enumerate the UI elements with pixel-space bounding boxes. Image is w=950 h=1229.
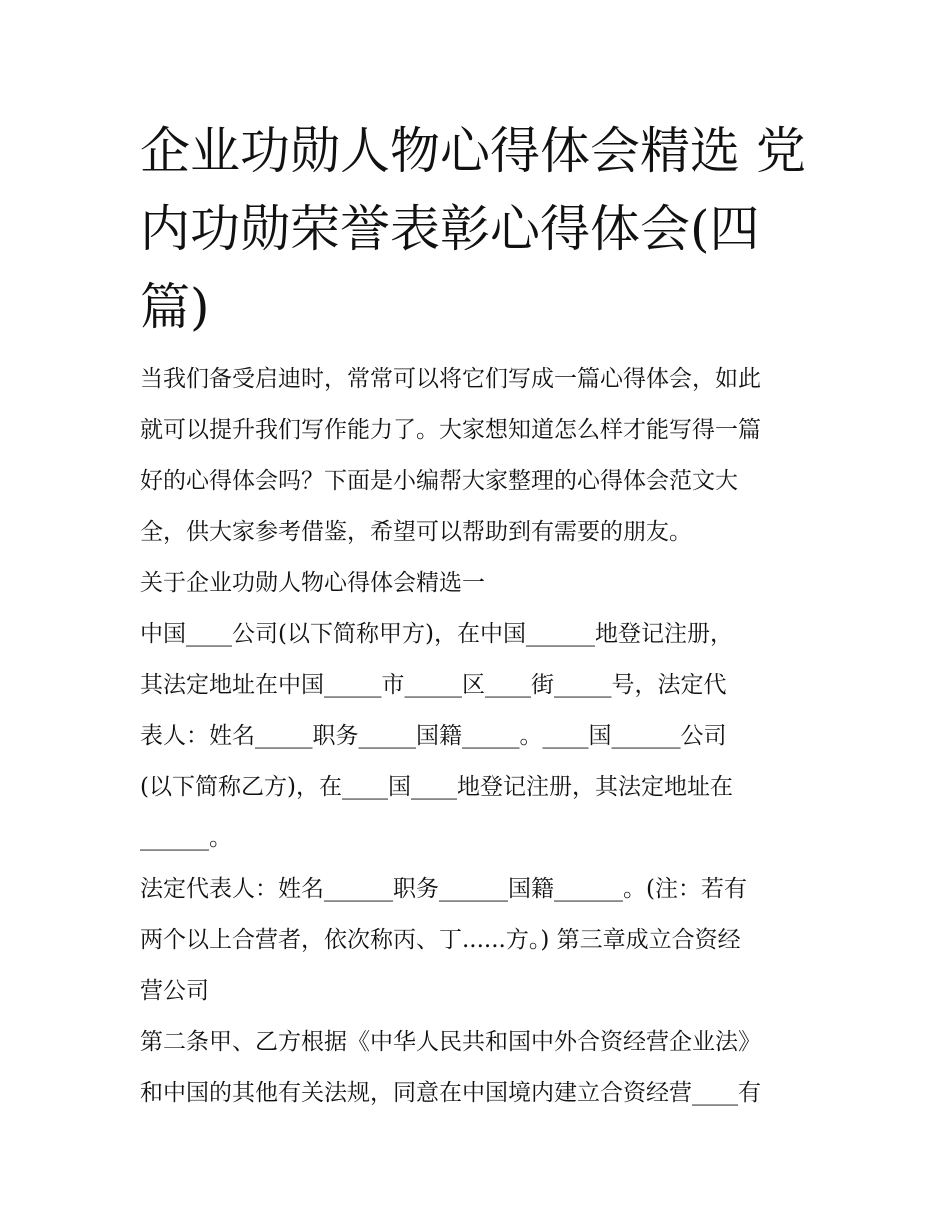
paragraph-line: 营公司 [140,978,209,1004]
paragraph-line: 中国____公司(以下简称甲方)，在中国______地登记注册， [140,621,733,647]
document-title [140,112,820,346]
title-line: 企业功勋人物心得体会精选 党 [140,122,806,180]
paragraph-line: 第二条甲、乙方根据《中华人民共和国中外合资经营企业法》 [140,1029,761,1055]
paragraph-line: ______。 [140,825,232,851]
section-heading: 关于企业功勋人物心得体会精选一 [140,570,485,596]
paragraph-line: 表人：姓名_____职务_____国籍_____。____国______公司 [140,723,727,749]
title-line: 内功勋荣誉表彰心得体会(四 [140,200,760,258]
paragraph-line: 法定代表人：姓名______职务______国籍______。(注：若有 [140,876,747,902]
paragraph-line: 和中国的其他有关法规，同意在中国境内建立合资经营____有 [140,1080,761,1106]
paragraph-line: 两个以上合营者，依次称丙、丁......方。) 第三章成立合资经 [140,927,741,953]
paragraph-line: 其法定地址在中国_____市_____区____街_____号，法定代 [140,672,727,698]
paragraph-line: 就可以提升我们写作能力了。大家想知道怎么样才能写得一篇 [140,417,761,443]
paragraph-line: 全，供大家参考借鉴，希望可以帮助到有需要的朋友。 [140,519,692,545]
title-line: 篇) [140,278,210,336]
paragraph-line: 好的心得体会吗？下面是小编帮大家整理的心得体会范文大 [140,468,738,494]
paragraph-line: (以下简称乙方)，在____国____地登记注册，其法定地址在 [140,774,733,800]
document-body [140,354,820,1119]
paragraph-line: 当我们备受启迪时，常常可以将它们写成一篇心得体会，如此 [140,366,761,392]
